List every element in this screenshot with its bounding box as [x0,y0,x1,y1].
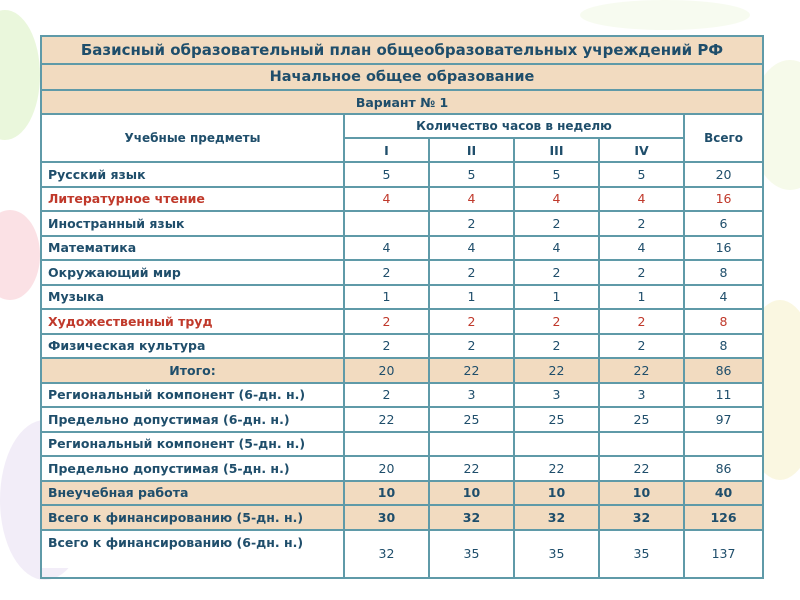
hours-cell: 22 [344,407,429,432]
table-row [41,211,763,236]
hours-cell: 10 [344,481,429,506]
row-label: Всего к финансированию (6-дн. н.) [41,530,344,578]
row-label: Региональный компонент (6-дн. н.) [41,383,344,408]
hours-cell [344,211,429,236]
total-header: Всего [684,114,763,162]
hours-cell: 2 [599,260,684,285]
row-label: Литературное чтение [41,187,344,212]
hours-cell [599,432,684,457]
hours-cell: 1 [599,285,684,310]
table-row [41,456,763,481]
row-total-cell: 40 [684,481,763,506]
row-total-cell: 8 [684,309,763,334]
hours-cell: 10 [429,481,514,506]
hours-cell: 20 [344,456,429,481]
hours-cell: 1 [344,285,429,310]
table-row [41,530,763,578]
hours-cell: 4 [599,236,684,261]
hours-cell: 2 [429,211,514,236]
grade-header: I [344,138,429,162]
background-blob [580,0,750,30]
slide [40,35,762,568]
hours-cell: 35 [599,530,684,578]
hours-cell: 32 [599,505,684,530]
subjects-header: Учебные предметы [41,114,344,162]
hours-cell: 20 [344,358,429,383]
hours-cell: 3 [599,383,684,408]
hours-cell: 4 [514,236,599,261]
hours-cell: 22 [599,358,684,383]
hours-cell: 2 [344,260,429,285]
table-row [41,358,763,383]
row-total-cell: 6 [684,211,763,236]
hours-cell: 3 [514,383,599,408]
hours-cell: 4 [599,187,684,212]
table-row [41,334,763,359]
hours-cell: 2 [344,309,429,334]
table-row [41,285,763,310]
row-total-cell [684,432,763,457]
background-blob [0,10,40,140]
table-row [41,162,763,187]
hours-cell: 5 [344,162,429,187]
hours-cell: 5 [514,162,599,187]
row-total-cell: 86 [684,456,763,481]
hours-cell: 2 [514,334,599,359]
hours-cell: 1 [514,285,599,310]
table-row [41,383,763,408]
row-total-cell: 4 [684,285,763,310]
row-label: Внеучебная работа [41,481,344,506]
row-label: Иностранный язык [41,211,344,236]
table-row [41,260,763,285]
hours-cell: 2 [344,383,429,408]
hours-cell: 35 [429,530,514,578]
row-label: Музыка [41,285,344,310]
row-total-cell: 8 [684,334,763,359]
table-row [41,407,763,432]
hours-cell: 30 [344,505,429,530]
hours-cell: 2 [514,309,599,334]
hours-cell: 4 [429,187,514,212]
hours-cell: 4 [514,187,599,212]
table-row [41,236,763,261]
hours-cell: 2 [429,334,514,359]
hours-cell: 10 [599,481,684,506]
hours-cell: 2 [344,334,429,359]
hours-cell: 2 [514,260,599,285]
table-title: Базисный образовательный план общеобразовательных учреждений РФ [41,36,763,64]
hours-cell: 25 [599,407,684,432]
hours-cell: 22 [429,358,514,383]
row-total-cell: 16 [684,236,763,261]
hours-cell: 22 [599,456,684,481]
row-total-cell: 97 [684,407,763,432]
table-subtitle: Начальное общее образование [41,64,763,90]
row-label: Художественный труд [41,309,344,334]
hours-cell: 2 [514,211,599,236]
hours-cell: 35 [514,530,599,578]
row-total-cell: 8 [684,260,763,285]
row-total-cell: 126 [684,505,763,530]
row-label: Окружающий мир [41,260,344,285]
hours-cell: 2 [599,334,684,359]
row-label: Предельно допустимая (6-дн. н.) [41,407,344,432]
row-label: Предельно допустимая (5-дн. н.) [41,456,344,481]
grade-header: IV [599,138,684,162]
hours-cell [429,432,514,457]
hours-cell: 2 [429,260,514,285]
hours-cell: 3 [429,383,514,408]
background-blob [0,210,40,300]
table-row [41,309,763,334]
row-label: Региональный компонент (5-дн. н.) [41,432,344,457]
grade-header: III [514,138,599,162]
hours-cell: 22 [514,456,599,481]
hours-cell: 4 [429,236,514,261]
table-row [41,505,763,530]
row-total-cell: 16 [684,187,763,212]
hours-cell: 25 [514,407,599,432]
hours-cell: 5 [429,162,514,187]
row-label: Физическая культура [41,334,344,359]
variant-label: Вариант № 1 [41,90,763,114]
hours-cell: 4 [344,236,429,261]
curriculum-table [40,35,764,579]
hours-header: Количество часов в неделю [344,114,684,138]
grade-header: II [429,138,514,162]
hours-cell: 25 [429,407,514,432]
hours-cell: 2 [429,309,514,334]
row-total-cell: 86 [684,358,763,383]
hours-cell: 32 [344,530,429,578]
hours-cell [514,432,599,457]
row-total-cell: 11 [684,383,763,408]
row-label: Математика [41,236,344,261]
row-label: Итого: [41,358,344,383]
hours-cell: 2 [599,309,684,334]
hours-cell: 5 [599,162,684,187]
hours-cell [344,432,429,457]
table-row [41,481,763,506]
row-label: Всего к финансированию (5-дн. н.) [41,505,344,530]
table-row [41,432,763,457]
hours-cell: 22 [514,358,599,383]
hours-cell: 10 [514,481,599,506]
row-total-cell: 137 [684,530,763,578]
row-total-cell: 20 [684,162,763,187]
hours-cell: 4 [344,187,429,212]
row-label: Русский язык [41,162,344,187]
hours-cell: 32 [514,505,599,530]
hours-cell: 2 [599,211,684,236]
hours-cell: 1 [429,285,514,310]
table-row [41,187,763,212]
hours-cell: 32 [429,505,514,530]
hours-cell: 22 [429,456,514,481]
